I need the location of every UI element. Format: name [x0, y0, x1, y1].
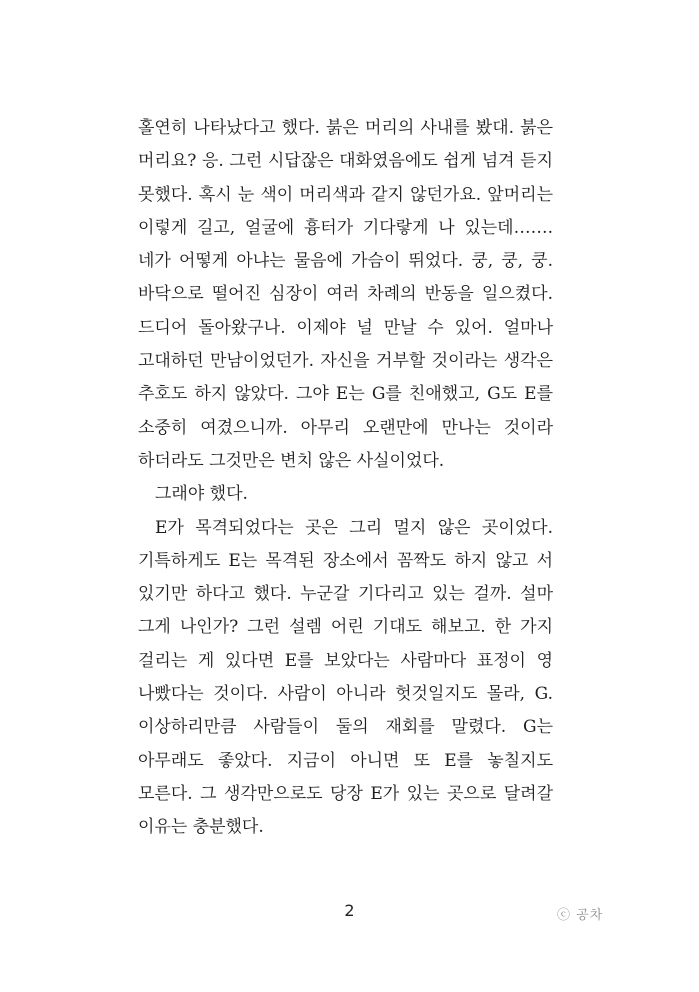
page-number: 2	[344, 901, 355, 920]
copyright-notice: ⓒ 공차	[557, 908, 604, 923]
paragraph-2: 그래야 했다.	[155, 484, 248, 505]
body-text	[138, 112, 553, 845]
paragraph-1: 홀연히 나타났다고 했다. 붉은 머리의 사내를 봤대. 붉은 머리요? 응. 그런 시답잖은 대화였음에도 쉽게 넘겨 듣지 못했다. 혹시 눈 색이 머리색과 같지 않던가요. 앞머리는 이렇게 길고, 얼굴에 흉터가 기다랗게 나 있는데……. 네가 어떻게 아냐는 물음에 가슴이 뛰었다. 쿵, 쿵, 쿵. 바닥으로 떨어진 심장이 여러 차례의 반동을 일으켰다. 드디어 돌아왔구나. 이제야 널 만날 수 있어. 얼마나 고대하던 만남이었던가. 자신을 거부할 것이라는 생각은 추호도 하지 않았다. 그야 E는 G를 친애했고, G도 E를 소중히 여겼으니까. 아무리 오랜만에 만나는 것이라 하더라도 그것만은 변치 않은 사실이었다.	[138, 118, 553, 471]
paragraph-3: E가 목격되었다는 곳은 그리 멀지 않은 곳이었다. 기특하게도 E는 목격된 장소에서 꼼짝도 하지 않고 서 있기만 하다고 했다. 누군갈 기다리고 있는 걸까. 설마 그게 나인가? 그런 설렘 어린 기대도 해보고. 한 가지 걸리는 게 있다면 E를 보았다는 사람마다 표정이 영 나빴다는 것이다. 사람이 아니라 헛것일지도 몰라, G. 이상하리만큼 사람들이 둘의 재회를 말렸다. G는 아무래도 좋았다. 지금이 아니면 또 E를 놓칠지도 모른다. 그 생각만으로도 당장 E가 있는 곳으로 달려갈 이유는 충분했다.	[138, 517, 553, 838]
